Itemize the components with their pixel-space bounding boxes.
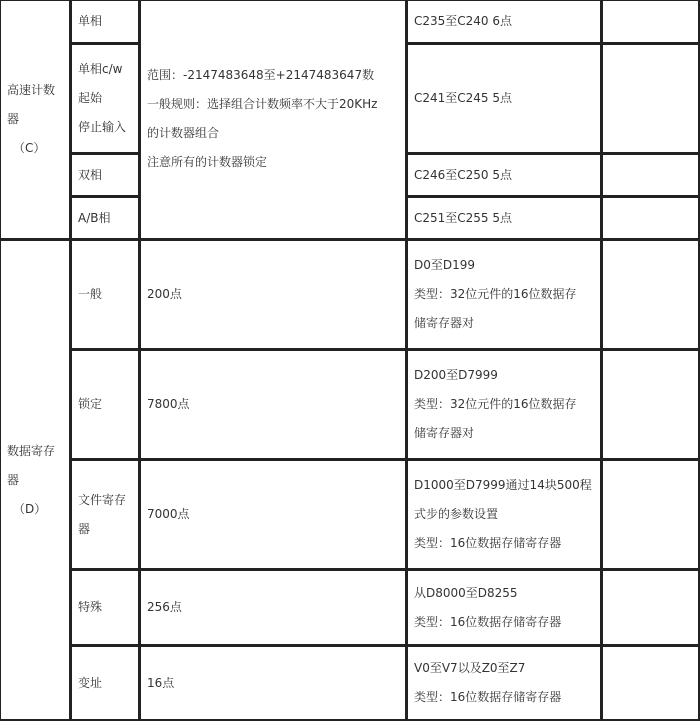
cell-text: C241至C245 5点 bbox=[414, 91, 513, 105]
cell-text: 单相 bbox=[78, 14, 103, 28]
cell-text: A/B相 bbox=[78, 210, 111, 225]
cell-text: 256点 bbox=[147, 600, 182, 614]
cell-text: 器 bbox=[78, 521, 91, 536]
cell-text: 范围：-2147483648至+2147483647数 bbox=[147, 68, 375, 82]
desc-cell bbox=[140, 646, 407, 721]
cell-text: 200点 bbox=[147, 287, 182, 301]
cell-text: 类型：32位元件的16位数据存 bbox=[414, 287, 577, 301]
cell-text: D1000至D7999通过14块500程 bbox=[414, 478, 592, 492]
cell-text: 双相 bbox=[78, 167, 103, 182]
blank-cell bbox=[602, 154, 700, 197]
table-row bbox=[0, 570, 700, 646]
range-cell bbox=[407, 350, 602, 460]
cell-text: D0至D199 bbox=[414, 258, 476, 272]
counter-description-cell bbox=[140, 0, 407, 240]
cell-text: 数据寄存 bbox=[7, 443, 56, 458]
cell-text: 的计数器组合 bbox=[147, 126, 220, 140]
cell-text: 文件寄存 bbox=[78, 492, 127, 507]
item-cell bbox=[71, 44, 140, 154]
cell-text: 特殊 bbox=[78, 600, 103, 614]
range-cell bbox=[407, 154, 602, 197]
desc-cell bbox=[140, 460, 407, 570]
item-cell bbox=[71, 460, 140, 570]
cell-text: C235至C240 6点 bbox=[414, 14, 513, 28]
cell-text: 7000点 bbox=[147, 507, 190, 521]
cell-text: V0至V7以及Z0至Z7 bbox=[414, 661, 526, 675]
range-cell bbox=[407, 460, 602, 570]
cell-text: 7800点 bbox=[147, 397, 190, 411]
range-cell bbox=[407, 570, 602, 646]
range-cell bbox=[407, 240, 602, 350]
cell-text: 储寄存器对 bbox=[414, 426, 475, 440]
item-cell bbox=[71, 350, 140, 460]
item-cell bbox=[71, 240, 140, 350]
category-cell-register bbox=[0, 240, 71, 721]
table-row bbox=[0, 0, 700, 44]
blank-cell bbox=[602, 44, 700, 154]
blank-cell bbox=[602, 240, 700, 350]
blank-cell bbox=[602, 197, 700, 240]
cell-text: 类型：16位数据存储寄存器 bbox=[414, 614, 562, 629]
item-cell bbox=[71, 0, 140, 44]
item-cell bbox=[71, 154, 140, 197]
table-row bbox=[0, 350, 700, 460]
item-cell bbox=[71, 197, 140, 240]
cell-text: 储寄存器对 bbox=[414, 316, 475, 330]
cell-text: 16点 bbox=[147, 675, 175, 690]
range-cell bbox=[407, 0, 602, 44]
cell-text: D200至D7999 bbox=[414, 368, 498, 382]
cell-text: 式步的参数设置 bbox=[414, 507, 499, 521]
table-row bbox=[0, 460, 700, 570]
cell-text: 一般规则：选择组合计数频率不大于20KHz bbox=[147, 97, 378, 111]
cell-text: 器 bbox=[7, 472, 20, 487]
cell-text: 类型：32位元件的16位数据存 bbox=[414, 397, 577, 411]
cell-text: （D） bbox=[13, 501, 47, 516]
desc-cell bbox=[140, 350, 407, 460]
blank-cell bbox=[602, 570, 700, 646]
cell-text: 锁定 bbox=[78, 397, 103, 411]
cell-text: 高速计数 bbox=[7, 83, 56, 97]
cell-text: C246至C250 5点 bbox=[414, 167, 513, 182]
cell-text: 一般 bbox=[78, 287, 103, 301]
cell-text: 器 bbox=[7, 112, 20, 126]
desc-cell bbox=[140, 240, 407, 350]
blank-cell bbox=[602, 350, 700, 460]
cell-text: C251至C255 5点 bbox=[414, 210, 513, 225]
item-cell bbox=[71, 646, 140, 721]
range-cell bbox=[407, 44, 602, 154]
blank-cell bbox=[602, 460, 700, 570]
cell-text: 起始 bbox=[78, 91, 103, 105]
cell-text: （C） bbox=[13, 141, 46, 155]
cell-text: 注意所有的计数器锁定 bbox=[147, 155, 268, 169]
range-cell bbox=[407, 646, 602, 721]
cell-text: 类型：16位数据存储寄存器 bbox=[414, 536, 562, 550]
cell-text: 变址 bbox=[78, 675, 103, 690]
item-cell bbox=[71, 570, 140, 646]
blank-cell bbox=[602, 0, 700, 44]
cell-text: 单相c/w bbox=[78, 62, 123, 76]
cell-text: 类型：16位数据存储寄存器 bbox=[414, 690, 562, 704]
cell-text: 停止输入 bbox=[78, 120, 127, 134]
range-cell bbox=[407, 197, 602, 240]
table-row bbox=[0, 240, 700, 350]
blank-cell bbox=[602, 646, 700, 721]
category-cell-counter bbox=[0, 0, 71, 240]
table-row bbox=[0, 646, 700, 721]
desc-cell bbox=[140, 570, 407, 646]
cell-text: 从D8000至D8255 bbox=[414, 585, 518, 600]
